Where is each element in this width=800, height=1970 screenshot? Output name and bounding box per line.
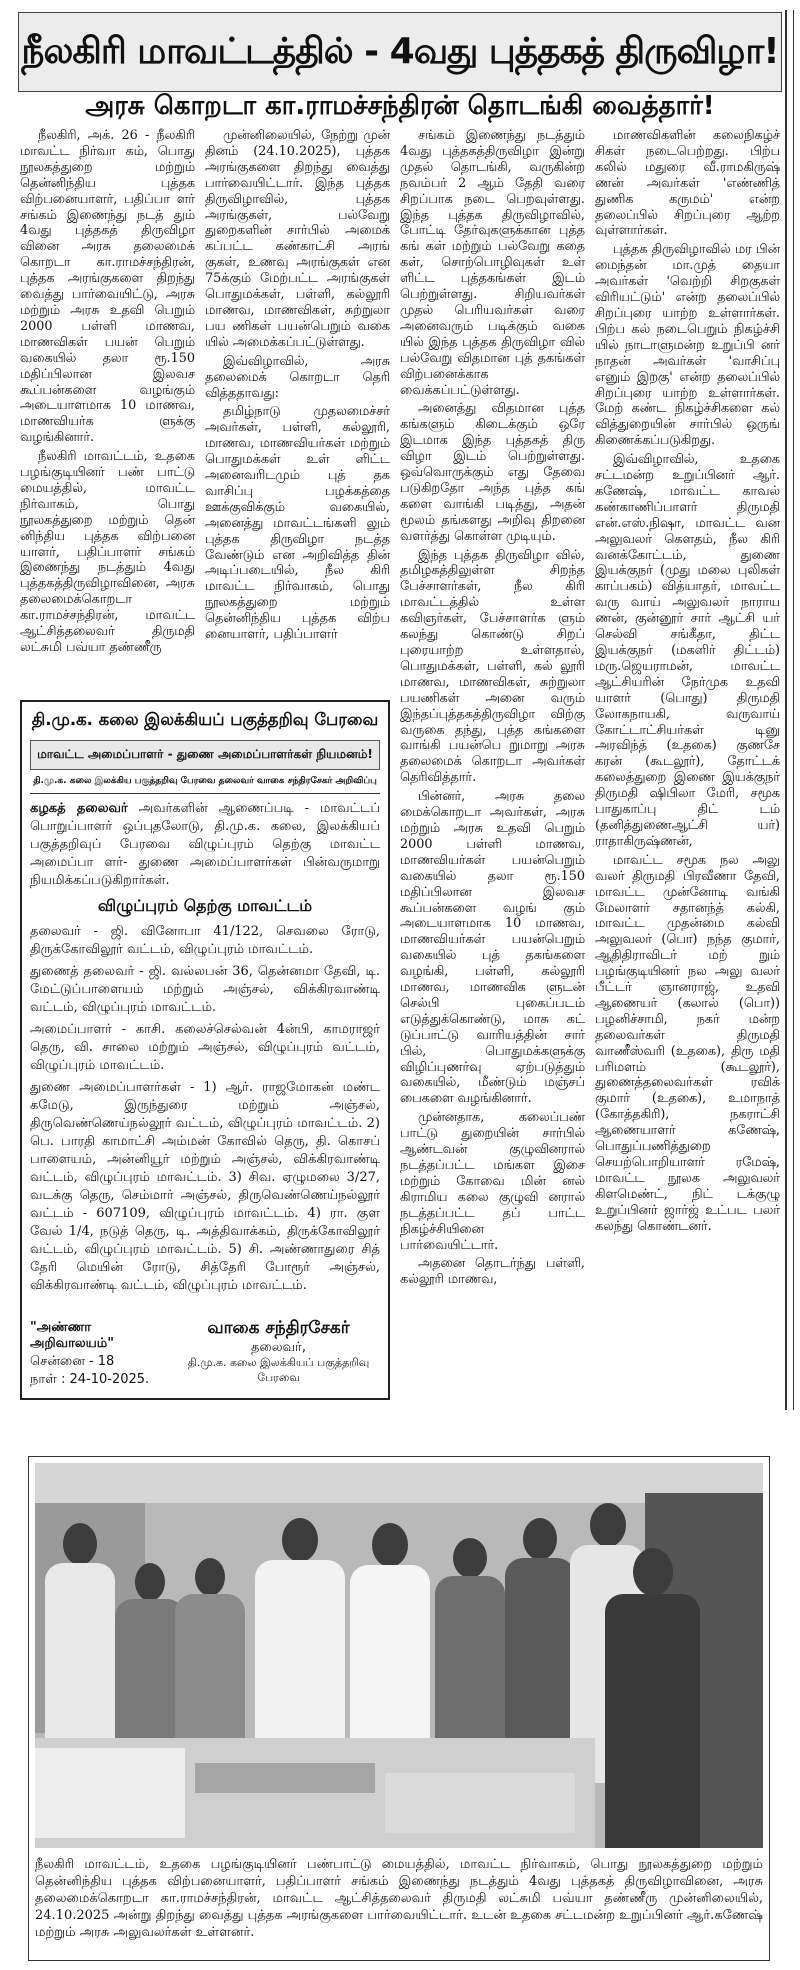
notice-address [30,1318,170,1390]
notice-intro-text: அவர்களின் ஆணைப்படி - மாவட்டப் பொறுப்பாளர் ஒப்புதலோடு, தி.மு.க. கலை, இலக்கியப் பகுத்தறிவுப் பேரவை விழுப்புரம் தெற்கு மாவட்ட அமைப்பா ளர்- துணை அமைப்பாளர்கள் பின்வருமாறு நியமிக்கப்படுகிறார்கள். [30,801,380,888]
person [435,1538,505,1758]
notice-signature [177,1318,380,1390]
article-column-4 [595,128,780,1398]
paragraph: முன்னிலையில், நேற்று முன் தினம் (24.10.2025), புத்தக அரங்குகளை திறந்து வைத்து பார்வையிட்டார். இந்த புத்தக திருவிழாவில், புத்தக அரங்குகள், பல்வேறு துறைகளின் சார்பில் அமைக் கப்பட்ட கண்காட்சி அரங் குகள், உணவு அரங்குகள் என 75க்கும் மேற்பட்ட அரங்குகள் பொதுமக்கள், பள்ளி, கல்லூரி மாணவ, மாணவிகள், சுற்றுலா பய ணிகள் பயன்பெறும் வகை யில் அமைக்கப்பட்டுள்ளது. [205,128,390,350]
article-column-1 [20,128,195,690]
person-head [453,1538,487,1578]
person-body [605,1594,700,1848]
notice-district: விழுப்புரம் தெற்கு மாவட்டம் [97,896,313,915]
person-head [195,1558,225,1596]
headline: நீலகிரி மாவட்டத்தில் - 4வது புத்தகத் திருவிழா! [18,12,782,92]
notice-org: தி.மு.க. கலை இலக்கியப் பகுத்தறிவு பேரவை [31,710,379,729]
person [255,1518,345,1748]
paragraph: புத்தக திருவிழாவில் மர பின் மைந்தன் மா.முத் தையா அவர்கள் 'வெற்றி சிறகுகள் விரியட்டும்' என்ற தலைப்பில் சிறப்புரை யாற்ற உள்ளார்கள். பிற்ப கல் நடைபெறும் நிகழ்ச்சி யில் நாடாளுமன்ற உறுப்பி னர் நாதன் அவர்கள் 'வாசிப்பு எனும் இறகு' என்ற தலைப்பில் சிறப்புரை யாற்ற உள்ளார்கள். மேற் கண்ட நிகழ்ச்சிகளை கல் வித்துறையின் சார்பில் ஒருங் கிணைக்கப்படுகிறது. [595,242,780,449]
signatory-role: தலைவர், [251,1340,306,1355]
paragraph: இந்த புத்தக திருவிழா வில், தமிழகத்திலுள்ள சிறந்த பேச்சாளர்கள், நீல கிரி மாவட்டத்தில் உள்ள கவிஞர்கள், பேச்சாளர்க ளும் கலந்து கொண்டு சிறப் புரையாற்ற உள்ளதால், பொதுமக்கள், பள்ளி, கல் லூரி மாணவ, மாணவிகள், சுற்றுலா பயணிகள் அனை வரும் இந்தப்புத்தகத்திருவிழா விற்கு வருகை தந்து, புத்த கங்களை வாங்கி பயன்பெ றுமாறு அரசு தலைமைக் கொறடா அவர்கள் தெரிவித்தார். [400,547,585,786]
person-body [505,1558,575,1758]
photo-block [28,1456,770,1961]
person-body [175,1594,245,1748]
office-city: சென்னை - 18 [30,1354,115,1369]
notice-item: அமைப்பாளர் - காசி. கலைச்செல்வன் 4ன்பி, காமராஜர் தெரு, வி. சாலை மற்றும் அஞ்சல், விழுப்புரம் வட்டம், விழுப்புரம் மாவட்டம். [30,1022,380,1073]
notice-item: துணை அமைப்பாளர்கள் - 1) ஆர். ராஜமோகன் மண்ட கமேடு, இருந்துரை மற்றும் அஞ்சல், திருவெண்ணெய்நல்லூர் வட்டம், விழுப்புரம் மாவட்டம். 2) பெ. பாரதி காமாட்சி அம்மன் கோவில் தெரு, தி. கொசப் பாளையம், அன்னியூர் மற்றும் அஞ்சல், விக்கிரவாண்டி வட்டம், விழுப்புரம் மாவட்டம். 3) சிவ. ஏழுமலை 3/27, வடக்கு தெரு, செம்மார் அஞ்சல், திருவெண்ணெய்நல்லூர் வட்டம் - 607109, விழுப்புரம் மாவட்டம். 4) ரா. குள வேல் 1/4, நடுத் தெரு, டி. அத்திவாக்கம், திருக்கோவிலூர் வட்டம், விழுப்புரம் மாவட்டம். 5) சி. அண்ணாதுரை சித் தேரி மெயின் ரோடு, சித்தேரி போரூர் அஞ்சல், விக்கிரவாண்டி வட்டம், விழுப்புரம் மாவட்டம். [30,1080,380,1293]
person-head [135,1563,165,1601]
paragraph: நீலகிரி, அக். 26 - நீலகிரி மாவட்ட நிர்வா கம், பொது நூலகத்துறை மற்றும் தென்னிந்திய புத்தக விற்பனையாளர், பதிப்பா ளர் சங்கம் இணைந்து நடத் தும் 4வது புத்தகத் திருவிழா வினை அரசு தலைமைக் கொறடா கா.ராமச்சந்திரன், புத்தக அரங்குகளை திறந்து வைத்து பார்வையிட்டு, அரசு மற்றும் அரசு உதவி பெறும் 2000 பள்ளி மாணவ, மாணவிகள் பயன் பெறும் வகையில் தலா ரூ.150 மதிப்பிலான இலவச கூப்பன்களை வழங்கும் அடையாளமாக 10 மாணவ, மாணவியர்க ளுக்கு வழங்கினார். [20,128,195,446]
paragraph: இவ்விழாவில், உதகை சட்டமன்ற உறுப்பினர் ஆர். கணேஷ், மாவட்ட காவல் கண்காணிப்பாளர் திருமதி என்.எஸ்.நிஷா, மாவட்ட வன அலுவலர் கௌதம், நீல கிரி வனக்கோட்டம், துணை இயக்குநர் (முது மலை புலிகள் காப்பகம்) வித்யாதர், மாவட்ட வரு வாய் அலுவலர் நாராய ணன், குன்னூர் சார் ஆட்சி யர் செல்வி சங்கீதா, திட்ட இயக்குநர் (மகளிர் திட்டம்) மரு.ஜெயராமன், மாவட்ட ஆட்சியரின் நேர்முக உதவி யாளர் (பொது) திருமதி லோகநாயகி, வருவாய் கோட்டாட்சியர்கள் டினு அரவிந்த் (உதகை) குணசே கரன் (கூடலூர்), தோட்டக் கலைத்துறை இணை இயக்குநர் திருமதி ஷிபிலா மேரி, சமூக பாதுகாப்பு திட் டம் (தனித்துணைஆட்சி யர்) ராதாகிருஷ்ணன், [595,452,780,849]
notice-item: தலைவர் - ஜி. வினோபா 41/122, செவலை ரோடு, திருக்கோவிலூர் வட்டம், விழுப்புரம் மாவட்டம். [30,924,380,957]
paragraph: தமிழ்நாடு முதலமைச்சர் அவர்கள், பள்ளி, கல்லூரி, மாணவ, மாணவியர்கள் மற்றும் பொதுமக்கள் உள் ளிட்ட அனைவரிடமும் புத் தக வாசிப்பு பழக்கத்தை ஊக்குவிக்கும் வகையில், அனைத்து மாவட்டங்களி லும் புத்தக திருவிழா நடத்த வேண்டும் என அறிவித்த தின் அடிப்படையில், நீல கிரி மாவட்ட நிர்வாகம், பொது நூலகத்துறை மற்றும் தென்னிந்திய புத்தக விற்ப னையாளர், பதிப்பாளர் [205,404,390,643]
paragraph: முன்னதாக, கலைப்பண் பாட்டு துறையின் சார்பில் ஆண்டவன் குழுவினரால் நடத்தப்பட்ட மங்கள இசை மற்றும் கோவை மின் னல் கிராமிய கலை குழுவி னரால் நடத்தப்பட்ட தப் பாட்ட நிகழ்ச்சியினை பார்வையிட்டார். [400,1110,585,1253]
person-head [590,1503,626,1547]
person [505,1518,575,1758]
photo-caption: நீலகிரி மாவட்டம், உதகை பழங்குடியினர் பண்பாட்டு மையத்தில், மாவட்ட நிர்வாகம், பொது நூலகத்துறை மற்றும் தென்னிந்திய புத்தக விற்பனையாளர், பதிப்பாளர் சங்கம் இணைந்து நடத்தும் 4வது புத்தகத் திருவிழாவினை, அரசு தலைமைக்கொறடா கா.ராமச்சந்திரன், மாவட்ட ஆட்சித்தலைவர் திருமதி லட்சுமி பவ்யா தண்ணீரு முன்னிலையில், 24.10.2025 அன்று திறந்து வைத்து புத்தக அரங்குகளை பார்வையிட்டார். உடன் உதகை சட்டமன்ற உறுப்பினர் ஆர்.கணேஷ் மற்றும் அரசு அலுவலர்கள் உள்ளனர். [35,1857,763,1940]
signatory-org: தி.மு.க. கலை இலக்கியப் பகுத்தறிவு பேரவை [187,1356,370,1384]
column-rule [785,10,794,1410]
paragraph: சங்கம் இணைந்து நடத்தும் 4வது புத்தகத்திருவிழா இன்று முதல் தொடங்கி, வருகின்ற நவம்பர் 2 ஆம் தேதி வரை சிறப்பாக நடை பெறவுள்ளது. இந்த புத்தக திருவிழாவில், போட்டி தேர்வுகளுக்கான புத்த கங் கள் மற்றும் பல்வேறு கதை கள், சொற்பொழிவுகள் உள் ளிட்ட புத்தகங்கள் இடம் பெற்றுள்ளது. சிறியவர்கள் முதல் பெரியவர்கள் வரை அனைவரும் படிக்கும் வகை யில் இந்த புத்தக திருவிழா வில் பல்வேறு விதமான புத் தகங்கள் விற்பனைக்காக வைக்கப்பட்டுள்ளது. [400,128,585,398]
paragraph: அனைத்து விதமான புத்த கங்களும் கிடைக்கும் ஒரே இடமாக இந்த புத்தகத் திரு விழா இடம் பெற்றுள்ளது. ஒவ்வொருக்கும் எது தேவை படுகிறதோ அந்த புத்த கங் களை வாங்கி படித்து, அதன் மூலம் தங்களது அறிவு திறனை வளர்த்து கொள்ள முடியும். [400,401,585,544]
book-stack [385,1773,575,1833]
person-body [350,1565,430,1743]
person-head [372,1523,408,1567]
person [350,1523,430,1743]
signatory-name: வாகை சந்திரசேகர் [207,1318,350,1338]
person-body [255,1560,345,1748]
paragraph: நீலகிரி மாவட்டம், உதகை பழங்குடியினர் பண் பாட்டு மையத்தில், மாவட்ட நிர்வாகம், பொது நூலகத்துறை மற்றும் தென் னிந்திய புத்தக விற்பனை யாளர், பதிப்பாளர் சங்கம் இணைந்து நடத்தும் 4வது புத்தகத்திருவிழாவினை, அரசு தலைமைக்கொறடா கா.ராமச்சந்திரன், மாவட்ட ஆட்சித்தலைவர் திருமதி லட்சுமி பவ்யா தண்ணீரு [20,449,195,655]
notice-item: துணைத் தலைவர் - ஜி. வல்லபன் 36, தென்னமா தேவி, டி. மேட்டுப்பாளையம் மற்றும் அஞ்சல், விக்கிரவாண்டி வட்டம், விழுப்புரம் மாவட்டம். [30,964,380,1015]
person [175,1558,245,1748]
article-column-3 [400,128,585,1398]
notice-title: மாவட்ட அமைப்பாளர் - துணை அமைப்பாளர்கள் நியமனம்! [30,740,380,770]
subheadline: அரசு கொறடா கா.ராமச்சந்திரன் தொடங்கி வைத்தார்! [85,90,715,121]
person-head [633,1548,673,1596]
notice-intro-lead: கழகத் தலைவர் [30,801,128,816]
paragraph: மாவட்ட சமூக நல அலு வலர் திருமதி பிரவீணா தேவி, மாவட்ட முன்னோடி வங்கி மேலாளர் சதானந்த் கல்கி, மாவட்ட முதன்மை கல்வி அலுவலர் (பொ) நந்த குமார், ஆதிதிராவிடர் மற் றும் பழங்குடியினர் நல அலு வலர் பீட்டர் ஞானராஜ், உதவி ஆணையர் (கலால் (பொ)) பழனிச்சாமி, நகர் மன்ற தலைவர்கள் திருமதி வாணீஸ்வரி (உதகை), திரு மதி பரிமளம் (கூடலூர்), துணைத்தலைவர்கள் ரவிக் குமார் (உதகை), உமாநாத் (கோத்தகிரி), நகராட்சி ஆணையாளர் கணேஷ், பொதுப்பணித்துறை செயற்பொறியாளர் ரமேஷ், மாவட்ட நூலக அலுவலர் கிளமெண்ட், நிட் டக்குழு உறுப்பினர் ஜார்ஜ் உட்பட பலர் கலந்து கொண்டனர். [595,852,780,1234]
paragraph: மாணவிகளின் கலைநிகழ்ச் சிகள் நடைபெற்றது. பிற்ப கலில் மதுரை வீ.ராமகிருஷ் ணன் அவர்கள் 'எண்ணித் துணிக கருமம்' என்ற தலைப்பில் சிறப்புரை ஆற்ற வுள்ளார்கள். [595,128,780,239]
article-column-2 [205,128,390,690]
notice-date: நாள் : 24-10-2025. [30,1372,150,1387]
paragraph: அதனை தொடர்ந்து பள்ளி, கல்லூரி மாணவ, [400,1256,585,1288]
notice-subtitle: தி.மு.க. கலை இலக்கிய பகுத்தறிவு பேரவை தலைவர் வாகை சந்திரசேகர் அறிவிப்பு [30,776,380,794]
person [605,1548,700,1848]
event-photo [35,1463,763,1848]
person-body [435,1576,505,1758]
person-head [282,1518,318,1562]
person-head [63,1523,97,1565]
notice-intro [30,800,380,890]
book-stack [35,1748,185,1838]
paragraph: பின்னர், அரசு தலை மைக்கொறடா அவர்கள், அரசு மற்றும் அரசு உதவி பெறும் 2000 பள்ளி மாணவ, மாணவியர்கள் பயன்பெறும் வகையில் தலா ரூ.150 மதிப்பிலான இலவச கூப்பன்களை வழங் கும் அடையாளமாக 10 மாணவ, மாணவியர்கள் பயன்பெறும் வகையில் புத் தகங்களை வழங்கி, பள்ளி, கல்லூரி மாணவ, மாணவிக ளுடன் செல்பி புகைப்படம் எடுத்துக்கொண்டு, மாசு கட் டுப்பாட்டு வாரியத்தின் சார் பில், பொதுமக்களுக்கு விழிப்புணர்வு ஏற்படுத்தும் வகையில், மீண்டும் மஞ்சப் பைகளை வழங்கினார். [400,789,585,1107]
notice-footer [30,1318,380,1390]
book-stack [195,1763,375,1793]
office-name: "அண்ணா அறிவாலயம்" [30,1320,115,1351]
person-head [523,1518,557,1560]
appointment-notice [20,700,390,1400]
paragraph: இவ்விழாவில், அரசு தலைமைக் கொறடா தெரி வித்ததாவது: [205,353,390,401]
